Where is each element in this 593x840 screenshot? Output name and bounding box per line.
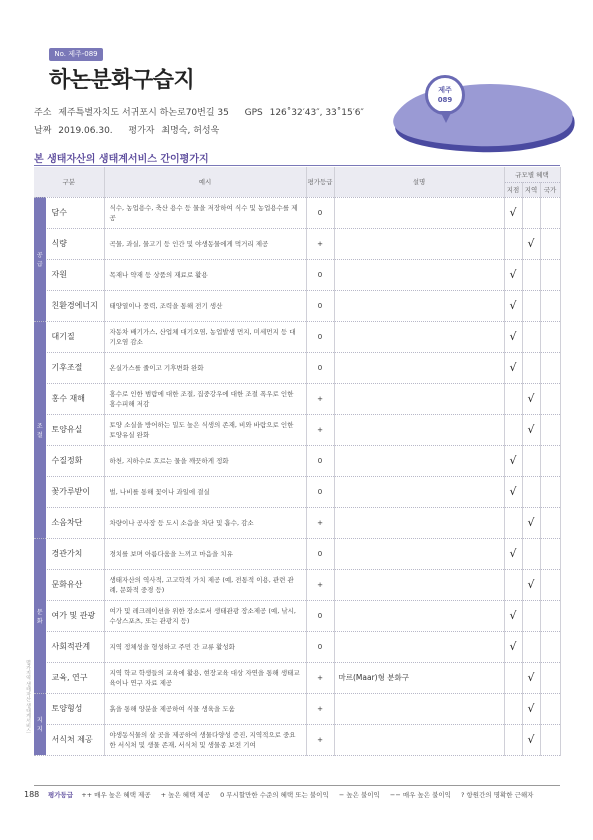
check-mark-icon: √ (504, 352, 522, 383)
date-value: 2019.06.30. (58, 126, 113, 136)
service-name: 식량 (46, 228, 104, 259)
pin-tail (440, 111, 452, 123)
service-example: 경치를 보며 아름다움을 느끼고 마음을 치유 (104, 538, 306, 569)
table-row (34, 538, 560, 569)
empty-cell (504, 414, 522, 445)
empty-cell (540, 507, 560, 538)
service-description: 마르(Maar)형 분화구 (334, 662, 504, 693)
service-name: 담수 (46, 197, 104, 228)
header-scale: 규모별 혜택 (504, 167, 560, 182)
service-grade: + (306, 724, 334, 755)
service-name: 수질정화 (46, 445, 104, 476)
table-row (34, 476, 560, 507)
service-grade: + (306, 507, 334, 538)
service-example: 여가 및 레크레이션을 위한 장소로서 생태관광 장소제공 (예, 낚시, 수상스포츠, 또는 관광지 등) (104, 600, 306, 631)
service-example: 차량이나 공사장 등 도시 소음을 차단 및 흡수, 감소 (104, 507, 306, 538)
service-example: 생태자산의 역사적, 고고학적 가치 제공 (예, 전통적 이용, 관련 관례, 문화적 중경 등) (104, 569, 306, 600)
service-grade: 0 (306, 197, 334, 228)
service-description (334, 476, 504, 507)
empty-cell (540, 414, 560, 445)
check-mark-icon: √ (522, 507, 540, 538)
service-name: 서식처 제공 (46, 724, 104, 755)
service-name: 여가 및 관광 (46, 600, 104, 631)
header-example: 예시 (104, 167, 306, 197)
check-mark-icon: √ (522, 228, 540, 259)
empty-cell (540, 662, 560, 693)
check-mark-icon: √ (504, 290, 522, 321)
check-mark-icon: √ (522, 662, 540, 693)
empty-cell (522, 352, 540, 383)
check-mark-icon: √ (522, 724, 540, 755)
service-description (334, 352, 504, 383)
check-mark-icon: √ (504, 538, 522, 569)
service-grade: 0 (306, 445, 334, 476)
check-mark-icon: √ (504, 259, 522, 290)
service-name: 기후조절 (46, 352, 104, 383)
service-example: 벌, 나비를 통해 꽃이나 과일에 결실 (104, 476, 306, 507)
service-grade: 0 (306, 476, 334, 507)
legend-item: ++ 매우 높은 혜택 제공 (81, 791, 151, 799)
service-example: 야생동식물의 살 곳을 제공하여 생물다양성 증진, 지역적으로 중요한 서식처 및 생물 존재, 서식처 및 생물종 보전 기여 (104, 724, 306, 755)
empty-cell (504, 569, 522, 600)
check-mark-icon: √ (504, 321, 522, 352)
empty-cell (540, 259, 560, 290)
empty-cell (504, 724, 522, 755)
service-name: 사회적관계 (46, 631, 104, 662)
empty-cell (522, 259, 540, 290)
pin-region: 제주 (438, 86, 452, 94)
service-description (334, 290, 504, 321)
table-row (34, 352, 560, 383)
evaluator-value: 최명숙, 허성욱 (161, 126, 220, 136)
service-example: 목재나 약재 등 상품의 재료로 활용 (104, 259, 306, 290)
table-row (34, 600, 560, 631)
check-mark-icon: √ (504, 476, 522, 507)
table-row (34, 569, 560, 600)
empty-cell (540, 352, 560, 383)
service-name: 문화유산 (46, 569, 104, 600)
service-name: 꽃가루받이 (46, 476, 104, 507)
table-row (34, 662, 560, 693)
service-description (334, 197, 504, 228)
service-name: 자원 (46, 259, 104, 290)
empty-cell (504, 383, 522, 414)
table-row (34, 228, 560, 259)
empty-cell (540, 197, 560, 228)
service-example: 지역 정체성을 형성하고 주민 간 교류 활성화 (104, 631, 306, 662)
page-number: 188 (24, 790, 40, 799)
table-row (34, 507, 560, 538)
service-example: 하천, 지하수로 흐르는 물을 깨끗하게 정화 (104, 445, 306, 476)
service-example: 지역 학교 학생들의 교육에 활용, 현장교육 대상 자연을 통해 생태교육이나 연구 자료 제공 (104, 662, 306, 693)
legend-item: + 높은 혜택 제공 (160, 791, 210, 799)
service-example: 태양열이나 풍력, 조력을 통해 전기 생산 (104, 290, 306, 321)
service-description (334, 724, 504, 755)
empty-cell (540, 600, 560, 631)
service-description (334, 693, 504, 724)
service-grade: + (306, 693, 334, 724)
service-name: 소음차단 (46, 507, 104, 538)
service-grade: 0 (306, 259, 334, 290)
empty-cell (504, 507, 522, 538)
check-mark-icon: √ (522, 693, 540, 724)
service-grade: 0 (306, 600, 334, 631)
service-grade: + (306, 414, 334, 445)
empty-cell (522, 631, 540, 662)
section-divider (34, 165, 560, 166)
empty-cell (540, 383, 560, 414)
service-description (334, 569, 504, 600)
service-grade: + (306, 569, 334, 600)
service-name: 토양유실 (46, 414, 104, 445)
table-row (34, 383, 560, 414)
header-national: 국가 (540, 182, 560, 197)
service-description (334, 228, 504, 259)
address-value: 제주특별자치도 서귀포시 하논로70번길 35 (58, 108, 229, 118)
service-name: 홍수 재해 (46, 383, 104, 414)
header-category: 구분 (34, 167, 104, 197)
empty-cell (540, 445, 560, 476)
service-grade: 0 (306, 631, 334, 662)
check-mark-icon: √ (504, 445, 522, 476)
gps-value: 126˚32′43″, 33˚15′6″ (269, 108, 364, 118)
header-description: 설명 (334, 167, 504, 197)
group-label: 조절 (34, 321, 46, 538)
service-example: 온실가스를 줄이고 기후변화 완화 (104, 352, 306, 383)
footer-divider (34, 785, 560, 786)
table-row (34, 290, 560, 321)
service-name: 교육, 연구 (46, 662, 104, 693)
group-label: 공급 (34, 197, 46, 321)
date-label: 날짜 (34, 126, 52, 136)
section-title: 본 생태자산의 생태계서비스 간이평가지 (34, 154, 209, 165)
jeju-island-map-icon (380, 70, 580, 160)
service-example: 식수, 농업용수, 축산 용수 등 물을 저장하여 식수 및 농업용수를 제공 (104, 197, 306, 228)
table-row (34, 321, 560, 352)
service-description (334, 507, 504, 538)
empty-cell (522, 538, 540, 569)
empty-cell (540, 693, 560, 724)
service-grade: + (306, 228, 334, 259)
group-label: 지지 (34, 693, 46, 755)
check-mark-icon: √ (522, 383, 540, 414)
table-row (34, 445, 560, 476)
legend-item: ? 항원간의 명확한 근해자 (461, 791, 534, 799)
service-example: 홍수로 인한 범람에 대한 조절, 집중강우에 대한 조절 폭우로 인한 홍수피해 저감 (104, 383, 306, 414)
service-grade: 0 (306, 352, 334, 383)
empty-cell (522, 476, 540, 507)
service-example: 자동차 배기가스, 산업체 대기오염, 농업발생 먼지, 미세먼지 등 대기오염 감소 (104, 321, 306, 352)
empty-cell (522, 197, 540, 228)
header-grade: 평가등급 (306, 167, 334, 197)
empty-cell (540, 476, 560, 507)
service-example: 토양 소실을 방어하는 밀도 높은 식생의 존재, 비와 바람으로 인한 토양유실 완화 (104, 414, 306, 445)
service-grade: + (306, 662, 334, 693)
empty-cell (504, 662, 522, 693)
empty-cell (504, 228, 522, 259)
table-body (34, 197, 560, 755)
record-number-badge: No. 제주-089 (49, 48, 103, 61)
empty-cell (522, 445, 540, 476)
service-grade: 0 (306, 290, 334, 321)
empty-cell (540, 290, 560, 321)
empty-cell (522, 290, 540, 321)
table-row (34, 631, 560, 662)
check-mark-icon: √ (504, 197, 522, 228)
legend-title: 평가등급 (48, 791, 74, 799)
location-pin-icon (425, 75, 465, 115)
empty-cell (540, 321, 560, 352)
service-description (334, 259, 504, 290)
grade-legend (48, 790, 541, 799)
date-line (34, 123, 219, 136)
empty-cell (540, 228, 560, 259)
legend-item: 0 무시할만한 수준의 혜택 또는 불이익 (220, 791, 329, 799)
service-description (334, 631, 504, 662)
address-line (34, 105, 364, 118)
check-mark-icon: √ (504, 600, 522, 631)
service-description (334, 445, 504, 476)
table-row (34, 724, 560, 755)
service-example: 곡물, 과실, 물고기 등 인간 및 야생동물에게 먹거리 제공 (104, 228, 306, 259)
empty-cell (540, 569, 560, 600)
service-name: 경관가치 (46, 538, 104, 569)
table-row (34, 197, 560, 228)
side-caption: 멸가지역 생태자산 생태계서비스 (25, 660, 31, 734)
service-description (334, 538, 504, 569)
empty-cell (522, 321, 540, 352)
empty-cell (504, 693, 522, 724)
address-label: 주소 (34, 108, 52, 118)
empty-cell (522, 600, 540, 631)
group-label: 문화 (34, 538, 46, 693)
pin-number: 089 (437, 96, 453, 104)
page-title: 하논분화구습지 (49, 68, 195, 93)
header-local: 지점 (504, 182, 522, 197)
evaluator-label: 평가자 (128, 126, 155, 136)
check-mark-icon: √ (522, 414, 540, 445)
service-description (334, 383, 504, 414)
legend-item: −− 매우 높은 불이익 (389, 791, 451, 799)
check-mark-icon: √ (522, 569, 540, 600)
service-description (334, 600, 504, 631)
table-row (34, 693, 560, 724)
service-grade: 0 (306, 538, 334, 569)
service-description (334, 321, 504, 352)
evaluation-table (34, 167, 560, 756)
legend-item: − 높은 불이익 (338, 791, 380, 799)
service-grade: + (306, 383, 334, 414)
service-name: 대기질 (46, 321, 104, 352)
service-name: 토양형성 (46, 693, 104, 724)
check-mark-icon: √ (504, 631, 522, 662)
service-name: 친환경에너지 (46, 290, 104, 321)
service-description (334, 414, 504, 445)
service-example: 흙을 통해 양분을 제공하여 식물 생육을 도움 (104, 693, 306, 724)
empty-cell (540, 538, 560, 569)
header-regional: 지역 (522, 182, 540, 197)
table-row (34, 259, 560, 290)
table-row (34, 414, 560, 445)
empty-cell (540, 631, 560, 662)
gps-label: GPS (244, 108, 263, 118)
service-grade: 0 (306, 321, 334, 352)
empty-cell (540, 724, 560, 755)
